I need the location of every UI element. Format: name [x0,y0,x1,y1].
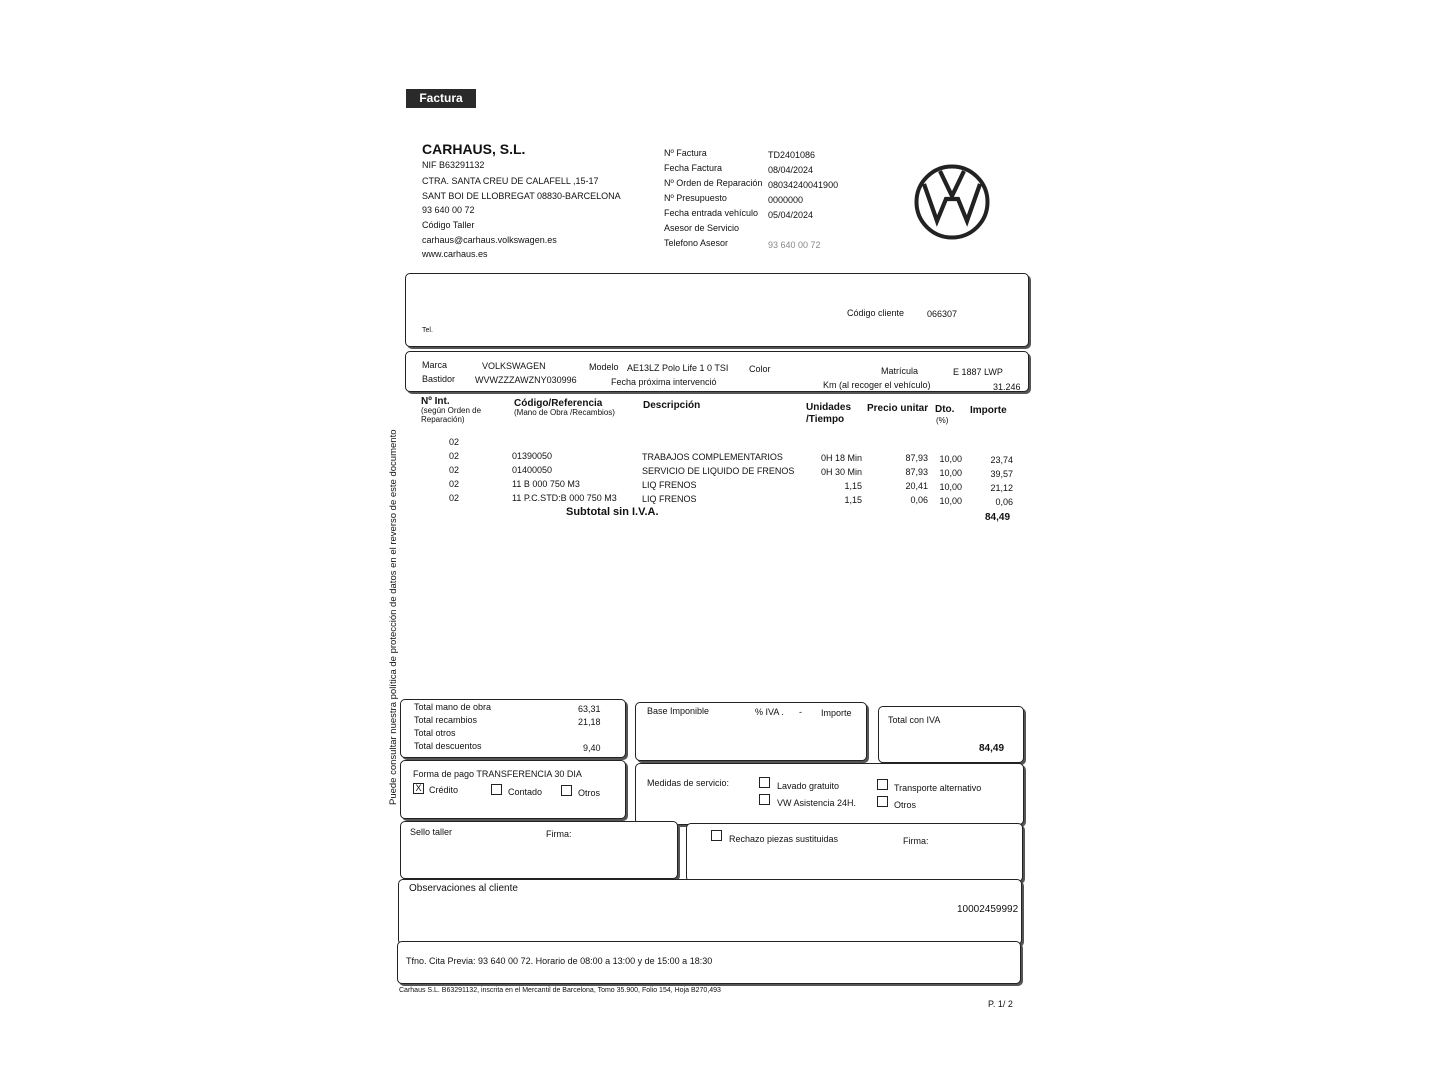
row-cell-price: 87,93 [905,453,928,464]
km-label: Km (al recoger el vehículo) [823,380,931,390]
row-cell-code: 01390050 [512,451,553,461]
row-cell-desc: LIQ FRENOS [642,494,697,505]
row-cell-dto: 10,00 [939,482,962,492]
labour-total-label: Total mano de obra [414,702,492,712]
service-measures-box [635,763,1024,825]
repair-order-number: 08034240041900 [768,180,839,190]
vat-amount-label: Importe [821,708,852,718]
page-number: P. 1/ 2 [988,999,1013,1009]
document-type-tag: Factura [406,89,476,108]
model-label: Modelo [589,362,619,372]
row-cell-units: 1,15 [844,480,862,491]
company-nif: NIF B63291132 [422,160,485,170]
color-label: Color [749,364,771,374]
plate-label: Matrícula [881,366,919,376]
cash-checkbox[interactable] [491,784,502,795]
chassis-value: WVWZZZAWZNY030996 [475,375,577,385]
row-cell-dto: 10,00 [939,454,962,464]
client-code-label: Código cliente [847,308,905,318]
row-cell-dto: 10,00 [939,468,962,478]
invoice-label: Nº Orden de Reparación [664,178,763,188]
plate-value: E 1887 LWP [953,367,1003,377]
client-tel-label: Tel. [422,327,433,334]
rejected-parts-checkbox[interactable] [711,830,722,841]
appointment-info: Tfno. Cita Previa: 93 640 00 72. Horario de 08:00 a 13:00 y de 15:00 a 18:30 [406,956,713,966]
rejected-parts-label: Rechazo piezas sustituidas [729,834,839,844]
company-address-2: SANT BOI DE LLOBREGAT 08830-BARCELONA [422,191,621,201]
row-cell-amount: 0,06 [995,496,1013,507]
invoice-label: Asesor de Servicio [664,223,740,233]
assistance-checkbox[interactable] [759,794,770,805]
company-address-1: CTRA. SANTA CREU DE CALAFELL ,15-17 [422,176,599,186]
model-value: AE13LZ Polo Life 1 0 TSI [627,363,729,373]
other-payment-label: Otros [578,788,601,798]
client-code-value: 066307 [927,309,958,319]
col-header-units-2: /Tiempo [806,414,845,425]
col-header-description: Descripción [643,400,701,411]
row-cell-int: 02 [449,437,460,447]
invoice-label: Nº Factura [664,148,707,158]
observations-label: Observaciones al cliente [409,883,518,894]
company-email: carhaus@carhaus.volkswagen.es [422,235,557,245]
company-name: CARHAUS, S.L. [422,141,526,157]
row-cell-int: 02 [449,493,460,503]
row-cell-int: 02 [449,465,460,475]
vehicle-entry-date: 05/04/2024 [768,210,814,220]
data-protection-note: Puede consultar nuestra política de protección de datos en el reverso de este documento [388,429,399,805]
other-service-checkbox[interactable] [877,796,888,807]
invoice-number: TD2401086 [768,150,816,160]
row-cell-amount: 23,74 [990,454,1013,465]
subtotal-label: Subtotal sin I.V.A. [566,506,659,518]
next-service-label: Fecha próxima intervenció [611,377,717,387]
brand-value: VOLKSWAGEN [482,361,546,371]
row-cell-price: 0,06 [910,495,928,506]
col-header-discount: Dto. [935,404,955,415]
workshop-signature-label: Firma: [546,829,572,839]
vat-dash: - [799,707,802,717]
alt-transport-checkbox[interactable] [877,779,888,790]
row-cell-desc: TRABAJOS COMPLEMENTARIOS [642,452,783,463]
subtotal-value: 84,49 [985,512,1011,523]
row-cell-desc: LIQ FRENOS [642,480,697,491]
total-with-vat-value: 84,49 [979,743,1005,754]
invoice-label: Nº Presupuesto [664,193,727,203]
col-header-discount-unit: (%) [936,416,949,425]
brand-label: Marca [422,360,448,370]
row-cell-amount: 39,57 [990,468,1013,479]
workshop-code-label: Código Taller [422,220,475,230]
company-web: www.carhaus.es [422,249,488,259]
row-cell-int: 02 [449,479,460,489]
row-cell-amount: 21,12 [990,482,1013,493]
credit-checkbox[interactable]: X [413,783,424,794]
col-header-int-sub: Reparación) [421,415,465,424]
advisor-phone: 93 640 00 72 [768,240,821,250]
legal-footer: Carhaus S.L. B63291132, inscrita en el Mercantil de Barcelona, Tomo 35.900, Folio 154, Hoja B270,493 [399,987,721,994]
rejected-parts-box [686,823,1023,882]
invoice-label: Telefono Asesor [664,238,729,248]
volkswagen-logo-icon [913,163,991,241]
row-cell-int: 02 [449,451,460,461]
row-cell-units: 0H 18 Min [820,452,862,463]
row-cell-dto: 10,00 [939,496,962,506]
col-header-price: Precio unitar [867,403,929,414]
invoice-label: Fecha entrada vehículo [664,208,759,218]
parts-total-value: 21,18 [578,717,601,727]
assistance-label: VW Asistencia 24H. [777,798,857,808]
discount-total-value: 9,40 [583,743,601,753]
col-header-units: Unidades [806,402,852,413]
parts-total-label: Total recambios [414,715,478,725]
invoice-date: 08/04/2024 [768,165,814,175]
client-signature-label: Firma: [903,836,929,846]
total-with-vat-label: Total con IVA [888,715,941,725]
row-cell-units: 1,15 [844,494,862,505]
col-header-amount: Importe [970,405,1007,416]
invoice-label: Fecha Factura [664,163,723,173]
observations-value: 10002459992 [957,904,1019,915]
workshop-stamp-label: Sello taller [410,827,453,837]
free-wash-label: Lavado gratuito [777,781,840,791]
alt-transport-label: Transporte alternativo [894,783,982,793]
chassis-label: Bastidor [422,374,456,384]
row-cell-price: 87,93 [905,467,928,478]
labour-total-value: 63,31 [578,704,601,714]
free-wash-checkbox[interactable] [759,777,770,788]
row-cell-code: 11 B 000 750 M3 [512,479,580,489]
km-value: 31.246 [993,382,1021,392]
cash-label: Contado [508,787,543,797]
budget-number: 0000000 [768,195,804,205]
row-cell-code: 11 P.C.STD:B 000 750 M3 [512,493,617,503]
company-phone: 93 640 00 72 [422,205,475,215]
col-header-code: Código/Referencia [514,398,603,409]
discount-total-label: Total descuentos [414,741,482,751]
col-header-int: Nº Int. [421,396,450,407]
row-cell-code: 01400050 [512,465,553,475]
col-header-code-sub: (Mano de Obra /Recambios) [514,408,615,417]
payment-method-label: Forma de pago TRANSFERENCIA 30 DIA [413,769,582,779]
credit-label: Crédito [429,785,459,795]
other-payment-checkbox[interactable] [561,785,572,796]
other-service-label: Otros [894,800,917,810]
service-measures-label: Medidas de servicio: [647,778,730,788]
row-cell-units: 0H 30 Min [820,466,862,477]
tax-base-label: Base Imponible [647,706,710,716]
vat-percent-label: % IVA . [755,707,784,717]
col-header-int-sub: (según Orden de [421,406,482,415]
other-total-label: Total otros [414,728,456,738]
row-cell-price: 20,41 [905,481,928,492]
row-cell-desc: SERVICIO DE LIQUIDO DE FRENOS [642,466,795,477]
